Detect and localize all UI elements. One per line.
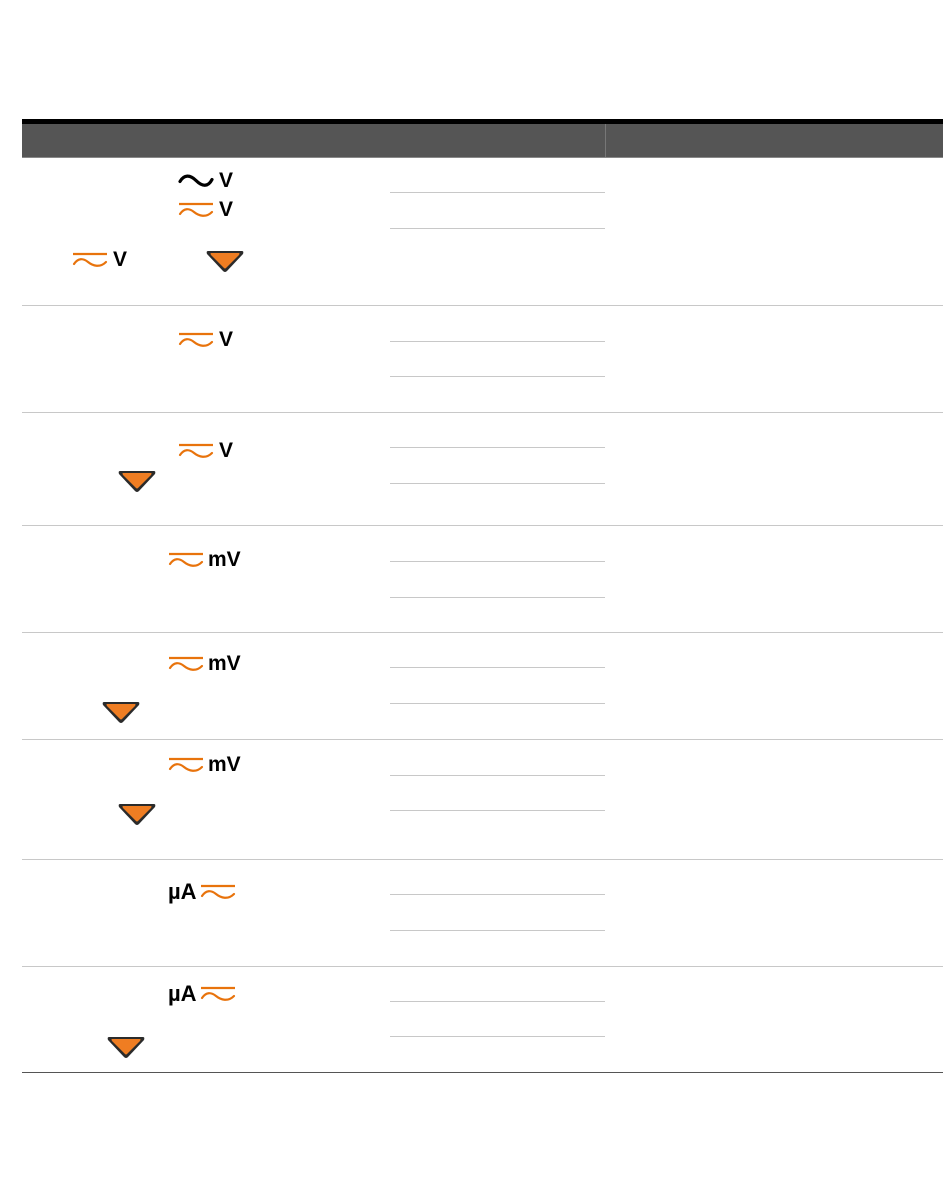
shift-key-icon [117,801,157,827]
unit-label: V [219,439,234,462]
unit-label: µA [168,981,197,1006]
sub-divider [390,930,605,931]
ac-dc-symbol-icon [72,251,108,269]
unit-label: V [113,248,128,271]
ac-symbol-icon [178,172,214,189]
sub-divider [390,597,605,598]
shift-key-icon [101,699,141,725]
item-acdc-millivolt [168,754,241,775]
table-row-8 [22,966,943,1073]
sub-divider [390,1001,605,1002]
unit-label: µA [168,879,197,904]
sub-divider [390,341,605,342]
ac-dc-symbol-icon [200,983,236,1005]
shift-key-icon [205,248,245,274]
ac-dc-symbol-icon [168,756,204,774]
sub-divider [390,447,605,448]
sub-divider [390,561,605,562]
sub-divider [390,192,605,193]
table-row-5 [22,632,943,740]
table-header [22,124,943,158]
header-cell-input [22,124,605,157]
ac-dc-symbol-icon [178,201,214,219]
sub-divider [390,667,605,668]
unit-label: V [219,198,234,221]
shift-key-icon [117,468,157,494]
table-row-3 [22,412,943,526]
ac-dc-symbol-icon [168,655,204,673]
ac-dc-symbol-icon [178,442,214,460]
ac-dc-symbol-icon [178,331,214,349]
item-acdc-volt-shift [72,249,127,270]
sub-divider [390,703,605,704]
unit-label: mV [208,652,241,675]
sub-divider [390,894,605,895]
sub-divider [390,483,605,484]
sub-divider [390,1036,605,1037]
header-cell-description [606,124,943,157]
item-acdc-volt [178,329,233,350]
table-row-4 [22,525,943,633]
unit-label: mV [208,753,241,776]
ac-dc-symbol-icon [168,551,204,569]
table-row-1 [22,157,943,306]
item-microamp-acdc [168,983,236,1005]
item-acdc-volt [178,440,233,461]
table-row-2 [22,305,943,413]
item-microamp-acdc [168,881,236,903]
unit-label: mV [208,548,241,571]
item-ac-volt [178,170,233,191]
item-acdc-millivolt [168,549,241,570]
sub-divider [390,376,605,377]
shift-key-icon [106,1034,146,1060]
unit-label: V [219,169,234,192]
sub-divider [390,810,605,811]
unit-label: V [219,328,234,351]
item-acdc-millivolt [168,653,241,674]
sub-divider [390,228,605,229]
sub-divider [390,775,605,776]
table-row-7 [22,859,943,967]
item-acdc-volt [178,199,233,220]
table-row-6 [22,739,943,860]
ac-dc-symbol-icon [200,881,236,903]
